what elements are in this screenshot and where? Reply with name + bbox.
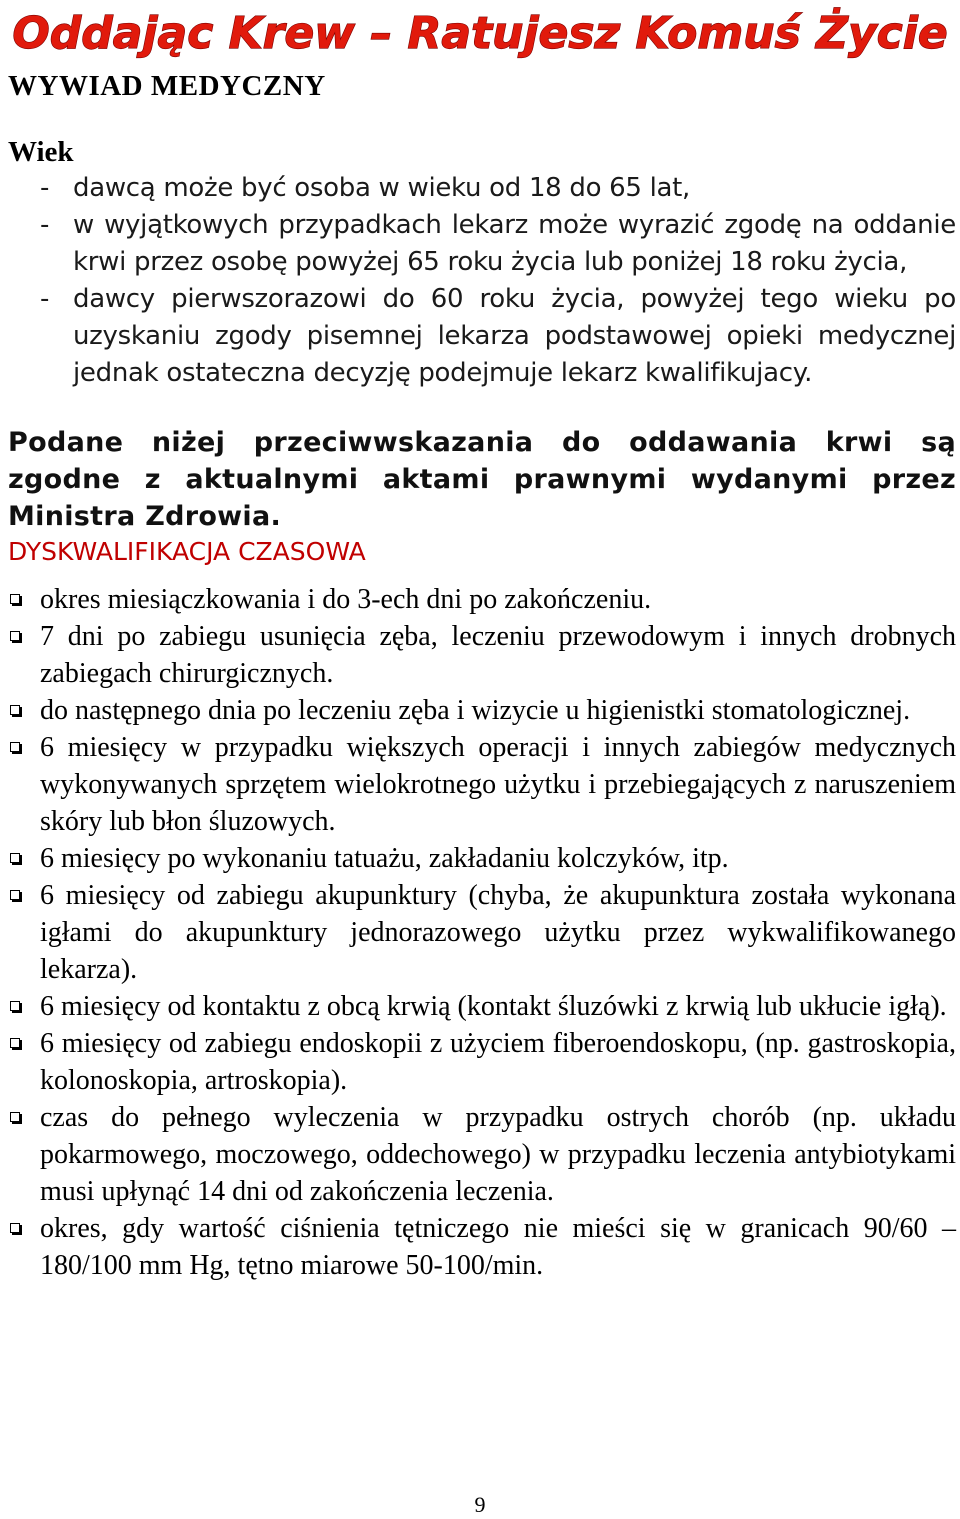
disqualification-list <box>8 581 956 1284</box>
age-item-text: w wyjątkowych przypadkach lekarz może wyrazić zgodę na oddanie krwi przez osobę powyżej 65 roku życia lub poniżej 18 roku życia, <box>73 210 956 277</box>
disqualification-text: czas do pełnego wyleczenia w przypadku ostrych chorób (np. układu pokarmowego, moczowego, oddechowego) w przypadku leczenia antybiotykami musi upłynąć 14 dni od zakończenia leczenia. <box>40 1102 956 1207</box>
age-list <box>8 170 956 392</box>
contraindications-intro: Podane niżej przeciwwskazania do oddawania krwi są zgodne z aktualnymi aktami prawnymi wydanymi przez Ministra Zdrowia. <box>8 427 956 532</box>
disqualification-item <box>8 988 956 1025</box>
page-number: 9 <box>474 1492 486 1517</box>
dash-bullet: - <box>40 173 50 203</box>
disqualification-item <box>8 840 956 877</box>
banner-title: Oddając Krew – Ratujesz Komuś Życie <box>12 8 948 59</box>
disqualification-text: do następnego dnia po leczeniu zęba i wizycie u higienistki stomatologicznej. <box>40 695 911 726</box>
checkbox-bullet-icon <box>10 631 20 641</box>
checkbox-bullet-icon <box>10 1001 20 1011</box>
age-list-item <box>8 170 956 207</box>
disqualification-text: 6 miesięcy po wykonaniu tatuażu, zakładaniu kolczyków, itp. <box>40 843 729 874</box>
disqualification-text: okres miesiączkowania i do 3-ech dni po zakończeniu. <box>40 584 652 615</box>
checkbox-bullet-icon <box>10 890 20 900</box>
disqualification-item <box>8 1099 956 1210</box>
banner <box>0 2 960 62</box>
disqualification-item <box>8 618 956 692</box>
disqualification-item <box>8 877 956 988</box>
disqualification-item <box>8 1025 956 1099</box>
document-page <box>8 64 956 1284</box>
disqualification-text: okres, gdy wartość ciśnienia tętniczego nie mieści się w granicach 90/60 – 180/100 mm Hg, tętno miarowe 50-100/min. <box>40 1213 956 1281</box>
banner-graphic <box>12 2 948 62</box>
disqualification-item <box>8 692 956 729</box>
disqualification-item <box>8 729 956 840</box>
age-item-text: dawcą może być osoba w wieku od 18 do 65 lat, <box>73 173 691 203</box>
age-list-item <box>8 281 956 392</box>
checkbox-bullet-icon <box>10 742 20 752</box>
age-item-text: dawcy pierwszorazowi do 60 roku życia, powyżej tego wieku po uzyskaniu zgody pisemnej lekarza podstawowej opieki medycznej jednak ostateczna decyzję podejmuje lekarz kwalifikujacy. <box>73 284 956 388</box>
disqualification-text: 6 miesięcy w przypadku większych operacji i innych zabiegów medycznych wykonywanych sprzętem wielokrotnego użytku i przebiegających z naruszeniem skóry lub błon śluzowych. <box>40 732 956 837</box>
checkbox-bullet-icon <box>10 853 20 863</box>
disqualification-text: 7 dni po zabiegu usunięcia zęba, leczeniu przewodowym i innych drobnych zabiegach chirurgicznych. <box>40 621 956 689</box>
age-section-heading: Wiek <box>8 136 74 168</box>
disqualification-text: 6 miesięcy od kontaktu z obcą krwią (kontakt śluzówki z krwią lub ukłucie igłą). <box>40 991 947 1022</box>
age-list-item <box>8 207 956 281</box>
checkbox-bullet-icon <box>10 705 20 715</box>
checkbox-bullet-icon <box>10 594 20 604</box>
checkbox-bullet-icon <box>10 1223 20 1233</box>
checkbox-bullet-icon <box>10 1038 20 1048</box>
checkbox-bullet-icon <box>10 1112 20 1122</box>
disqualification-item <box>8 1210 956 1284</box>
document-title: WYWIAD MEDYCZNY <box>8 70 326 102</box>
disqualification-heading: DYSKWALIFIKACJA CZASOWA <box>8 537 366 566</box>
dash-bullet: - <box>40 284 50 314</box>
dash-bullet: - <box>40 210 50 240</box>
disqualification-item <box>8 581 956 618</box>
disqualification-text: 6 miesięcy od zabiegu endoskopii z użyciem fiberoendoskopu, (np. gastroskopia, kolonoskopia, artroskopia). <box>40 1028 956 1096</box>
disqualification-text: 6 miesięcy od zabiegu akupunktury (chyba, że akupunktura została wykonana igłami do akupunktury jednorazowego użytku przez wykwalifikowanego lekarza). <box>40 880 956 985</box>
